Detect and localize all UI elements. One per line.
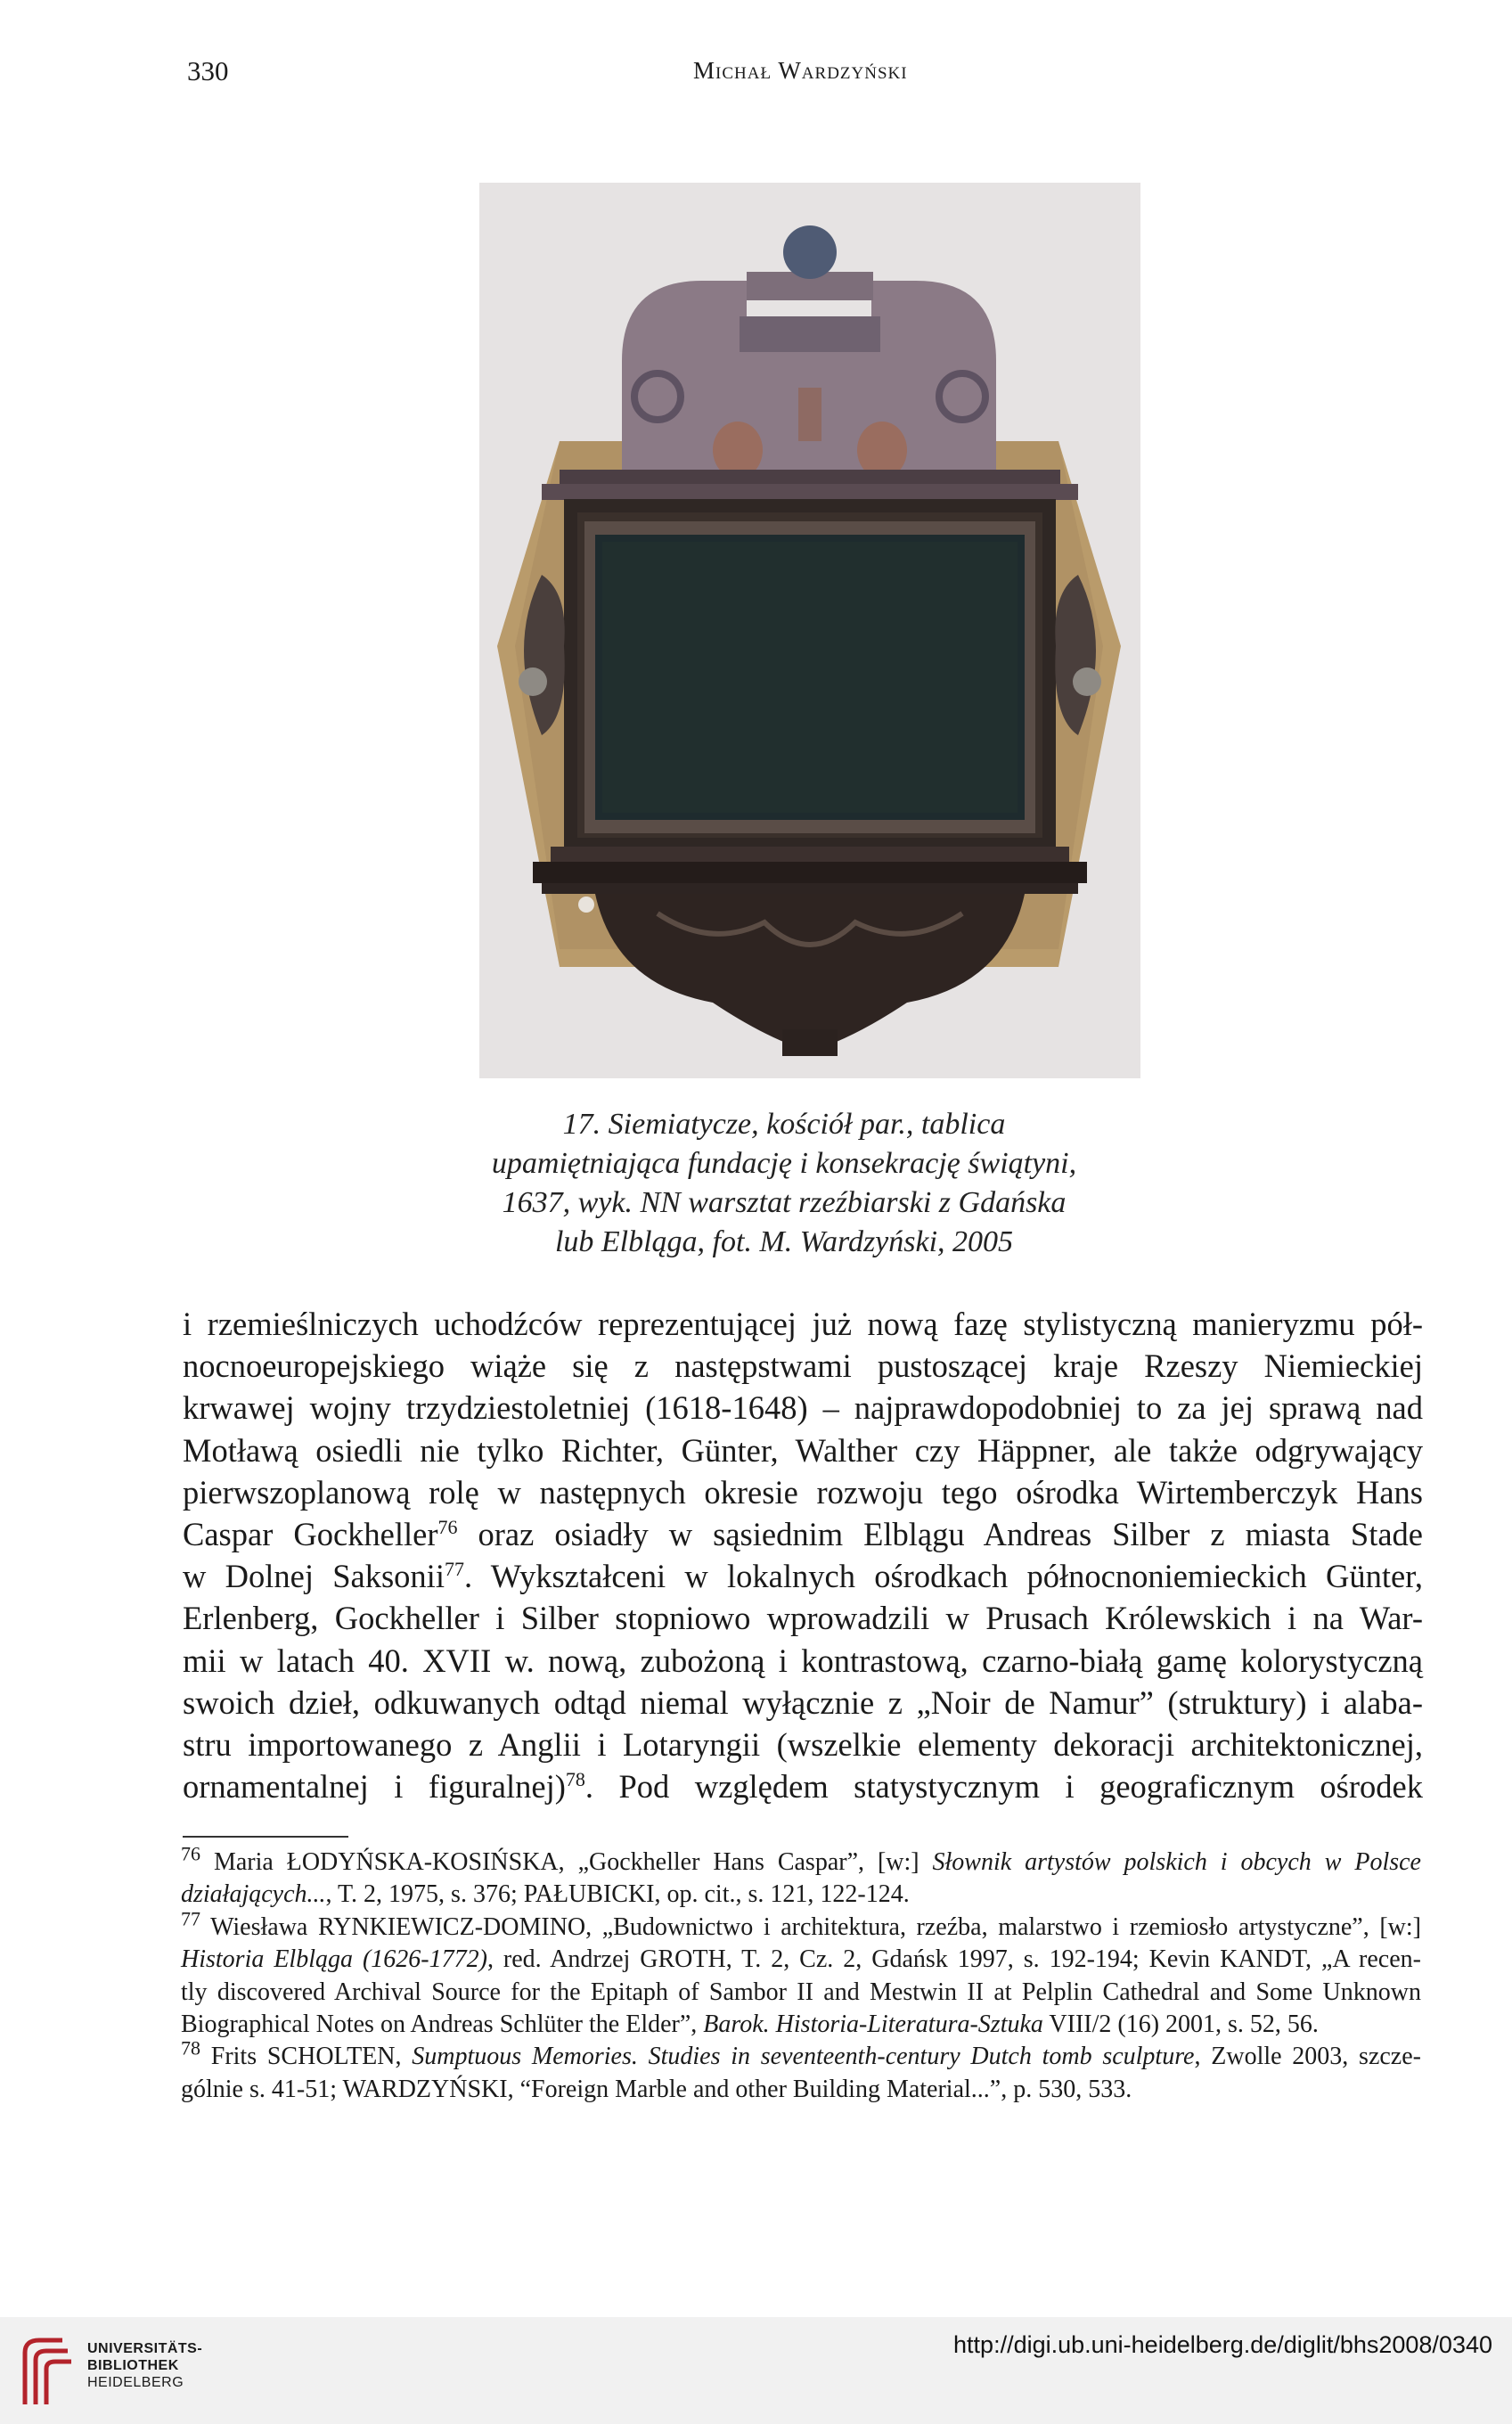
footnote-line: [181, 1907, 1421, 1944]
footnote-title: Barok. Historia-Literatura-Sztuka: [703, 2010, 1043, 2039]
body-line: Motławą osiedli nie tylko Richter, Günter, Walther czy Häppner, ale także odgrywający: [183, 1431, 1423, 1469]
logo-line: UNIVERSITÄTS-: [87, 2341, 203, 2356]
footnote-line: gólnie s. 41-51; WARDZYŃSKI, “Foreign Marble and other Building Material...”, p. 530, 533.: [181, 2075, 1132, 2103]
caption-line: 1637, wyk. NN warsztat rzeźbiarski z Gdańska: [502, 1186, 1067, 1219]
body-line: nocnoeuropejskiego wiąże się z następstwami pustoszącej kraje Rzeszy Niemieckiej: [183, 1347, 1423, 1385]
body-line: [183, 1513, 1423, 1555]
footnote-line: [181, 2009, 1421, 2041]
footnote-line: [181, 1879, 1421, 1911]
body-line: krwawej wojny trzydziestoletniej (1618-1648) – najprawdopodobniej to za jej sprawą nad: [183, 1389, 1423, 1427]
footnote-text: Wiesława RYNKIEWICZ-DOMINO, „Budownictwo i architektura, rzeźba, malarstwo i rzemiosło artystyczne”, [w:]: [200, 1912, 1421, 1941]
body-line: [183, 1765, 1423, 1807]
footnote-title: Sumptuous Memories. Studies in seventeenth-century Dutch tomb sculpture: [412, 2043, 1195, 2071]
body-line: mii w latach 40. XVII w. nową, zubożoną i kontrastową, czarno-białą gamę kolorystyczną: [183, 1642, 1423, 1679]
footnote-text: Frits SCHOLTEN,: [200, 2043, 413, 2071]
body-line: i rzemieślniczych uchodźców reprezentującej już nową fazę stylistyczną manieryzmu pół-: [183, 1306, 1423, 1342]
body-text-run: . Wykształceni w lokalnych ośrodkach północnoniemieckich Günter,: [463, 1558, 1423, 1595]
body-line: Erlenberg, Gockheller i Silber stopniowo wprowadzili w Prusach Królewskich i na War-: [183, 1600, 1423, 1637]
body-text-run: ornamentalnej i figuralnej): [183, 1768, 566, 1806]
footnote-text: , red. Andrzej GROTH, T. 2, Cz. 2, Gdańsk 1997, s. 192-194; Kevin KANDT, „A recen-: [486, 1945, 1421, 1974]
caption-line: upamiętniająca fundację i konsekrację świątyni,: [491, 1147, 1077, 1180]
body-text-run: w Dolnej Saksonii: [183, 1558, 445, 1595]
logo-line: BIBLIOTHEK: [87, 2358, 179, 2373]
footnote-rule: [183, 1836, 348, 1838]
body-text-run: . Pod względem statystycznym i geograficznym ośrodek: [584, 1768, 1423, 1806]
footnote-title: działających...: [181, 1880, 326, 1909]
footnote-line: tly discovered Archival Source for the Epitaph of Sambor II and Mestwin II at Pelplin Cathedral and Some Unknown: [181, 1978, 1421, 2006]
body-text-run: Caspar Gockheller: [183, 1516, 438, 1553]
body-line: pierwszoplanową rolę w następnych okresie rozwoju tego ośrodka Wirtemberczyk Hans: [183, 1473, 1423, 1511]
logo-line: HEIDELBERG: [87, 2375, 184, 2390]
body-line: [183, 1555, 1423, 1597]
body-text-run: oraz osiadły w sąsiednim Elblągu Andreas Silber z miasta Stade: [457, 1516, 1423, 1553]
footnote-line: [181, 2037, 1421, 2073]
footnote-ref-76[interactable]: 76: [437, 1515, 458, 1538]
body-line: swoich dzieł, odkuwanych odtąd niemal wyłącznie z „Noir de Namur” (struktury) i alaba-: [183, 1683, 1423, 1721]
page-number: 330: [187, 55, 229, 86]
body-line: stru importowanego z Anglii i Lotaryngii (wszelkie elementy dekoracji architektonicznej,: [183, 1726, 1423, 1764]
footnote-number: 77: [181, 1907, 200, 1930]
caption-line: lub Elbląga, fot. M. Wardzyński, 2005: [554, 1225, 1014, 1258]
footnote-text: , T. 2, 1975, s. 376; PAŁUBICKI, op. cit., s. 121, 122-124.: [325, 1880, 910, 1909]
footnote-title: Słownik artystów polskich i obcych w Polsce: [932, 1848, 1421, 1876]
epitaph-photo: [479, 183, 1140, 1078]
footnote-text: , Zwolle 2003, szcze-: [1194, 2043, 1421, 2071]
footnote-text: Biographical Notes on Andreas Schlüter the Elder”,: [181, 2010, 704, 2039]
footnote-line: [181, 1944, 1421, 1976]
footnote-title: Historia Elbląga (1626-1772): [181, 1945, 487, 1974]
running-head: Michał Wardzyński: [693, 57, 908, 84]
university-library-name[interactable]: [87, 2340, 202, 2391]
body-text: [183, 1303, 1423, 1807]
footnote-line: [181, 1842, 1421, 1879]
footnote-ref-77[interactable]: 77: [444, 1558, 464, 1581]
footnote-number: 78: [181, 2037, 200, 2060]
footnotes: [181, 1842, 1421, 2106]
footnote-number: 76: [181, 1842, 200, 1865]
footnote-ref-78[interactable]: 78: [565, 1768, 585, 1791]
footnote-text: Maria ŁODYŃSKA-KOSIŃSKA, „Gockheller Hans Caspar”, [w:]: [200, 1848, 933, 1876]
footnote-text: VIII/2 (16) 2001, s. 52, 56.: [1042, 2010, 1319, 2039]
source-url-link[interactable]: http://digi.ub.uni-heidelberg.de/diglit/bhs2008/0340: [953, 2331, 1492, 2358]
university-library-logo-icon[interactable]: [16, 2333, 75, 2408]
figure-caption: [463, 1105, 1105, 1262]
caption-line: 17. Siemiatycze, kościół par., tablica: [562, 1108, 1006, 1141]
